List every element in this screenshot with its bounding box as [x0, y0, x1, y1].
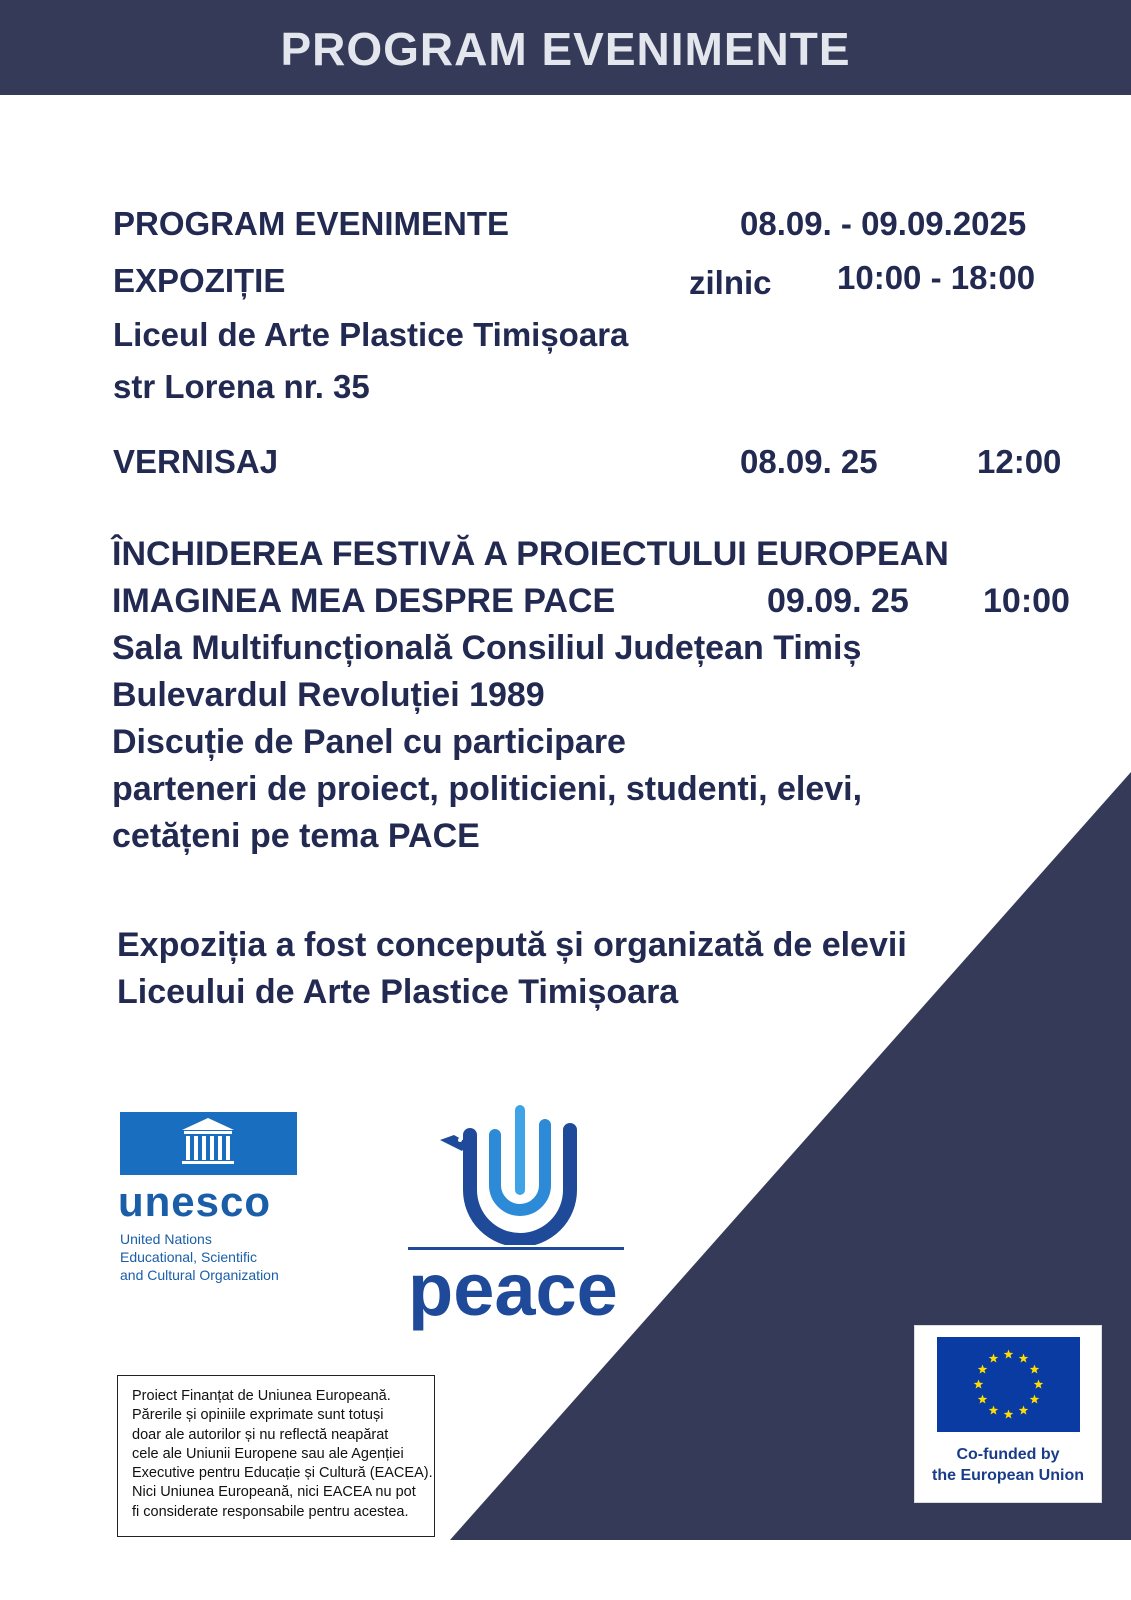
credit-line2: Liceului de Arte Plastice Timișoara	[117, 973, 679, 1011]
closing-title-line2: IMAGINEA MEA DESPRE PACE	[112, 582, 616, 620]
closing-title-line1: ÎNCHIDEREA FESTIVĂ A PROIECTULUI EUROPEAN	[112, 535, 949, 573]
peace-wordmark: peace	[408, 1248, 618, 1331]
vernisaj-date: 08.09. 25	[740, 443, 878, 480]
exhibition-address: str Lorena nr. 35	[113, 368, 370, 405]
exhibition-venue: Liceul de Arte Plastice Timișoara	[113, 316, 629, 353]
eu-star-icon	[1030, 1395, 1040, 1404]
daily-label: zilnic	[689, 264, 772, 301]
header-banner	[0, 0, 1131, 95]
credit-line1: Expoziția a fost concepută și organizată de elevii	[117, 926, 907, 964]
unesco-sub-line2: Educational, Scientific	[120, 1249, 257, 1265]
eu-star-icon	[1004, 1410, 1014, 1419]
closing-time: 10:00	[983, 582, 1070, 620]
eu-flag	[937, 1337, 1080, 1432]
eu-star-icon	[1034, 1380, 1044, 1389]
disclaimer-line: cele ale Uniunii Europene sau ale Agenției	[132, 1445, 404, 1462]
eu-star-icon	[1019, 1405, 1029, 1414]
vernisaj-label: VERNISAJ	[113, 443, 279, 480]
eu-text-line2: the European Union	[932, 1467, 1084, 1484]
program-date-range: 08.09. - 09.09.2025	[740, 205, 1027, 242]
eu-stars-icon	[937, 1337, 1080, 1432]
closing-date: 09.09. 25	[767, 582, 909, 620]
closing-venue: Sala Multifuncțională Consiliul Județean Timiș	[112, 629, 862, 667]
disclaimer-line: doar ale autorilor și nu reflectă neapărat	[132, 1426, 389, 1443]
disclaimer-box	[117, 1375, 435, 1537]
disclaimer-line: Proiect Finanțat de Uniunea Europeană.	[132, 1388, 391, 1404]
exhibition-label: EXPOZIȚIE	[113, 262, 286, 299]
panel-line3: cetățeni pe tema PACE	[112, 817, 480, 855]
eu-star-icon	[1030, 1365, 1040, 1374]
eu-star-icon	[1019, 1354, 1029, 1363]
eu-star-icon	[1004, 1350, 1014, 1359]
unesco-sub-line1: United Nations	[120, 1231, 212, 1247]
disclaimer-line: Părerile și opiniile exprimate sunt totuși	[132, 1407, 384, 1424]
disclaimer-line: Executive pentru Educație și Cultură (EACEA).	[132, 1465, 433, 1482]
panel-line1: Discuție de Panel cu participare	[112, 723, 626, 761]
header-title: PROGRAM EVENIMENTE	[280, 23, 851, 75]
disclaimer-line: Nici Uniunea Europeană, nici EACEA nu pot	[132, 1484, 416, 1501]
disclaimer-line: fi considerate responsabile pentru acestea.	[132, 1503, 409, 1520]
unesco-temple-icon	[120, 1112, 297, 1175]
unesco-band	[120, 1112, 297, 1175]
eu-star-icon	[989, 1354, 999, 1363]
eu-star-icon	[974, 1380, 984, 1389]
exhibition-hours: 10:00 - 18:00	[837, 259, 1036, 296]
vernisaj-time: 12:00	[977, 443, 1062, 480]
panel-line2: parteneri de proiect, politicieni, studenti, elevi,	[112, 770, 863, 808]
eu-cofunded-text	[915, 1444, 1101, 1486]
eu-star-icon	[978, 1365, 988, 1374]
unesco-wordmark: unesco	[118, 1178, 272, 1225]
peace-hand-dove-icon	[440, 1095, 600, 1245]
program-title: PROGRAM EVENIMENTE	[113, 205, 510, 242]
eu-star-icon	[989, 1405, 999, 1414]
eu-star-icon	[978, 1395, 988, 1404]
eu-cofunded-logo	[914, 1325, 1102, 1503]
closing-address: Bulevardul Revoluției 1989	[112, 676, 545, 714]
unesco-sub-line3: and Cultural Organization	[120, 1267, 279, 1283]
unesco-subtitle	[120, 1230, 279, 1284]
eu-text-line1: Co-funded by	[956, 1446, 1060, 1463]
